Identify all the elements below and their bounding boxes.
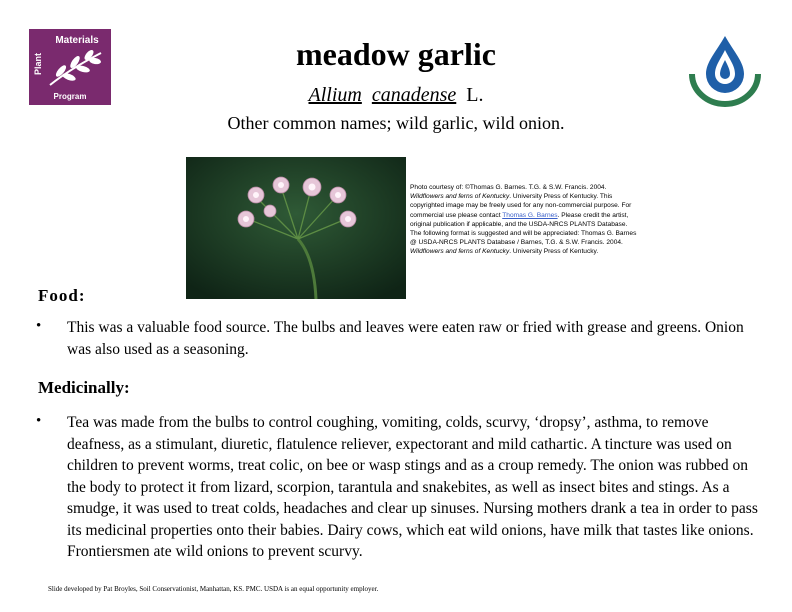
food-bullet: • (36, 318, 42, 334)
credit-book-title: Wildflowers and ferns of Kentucky (410, 193, 510, 201)
logo-line-3: Program (53, 92, 87, 101)
medicinally-text: Tea was made from the bulbs to control coughing, vomiting, colds, scurvy, ‘dropsy’, asthma, to remove deafness, as a stimulant, diuretic, flatulence reliever, expectorant and mild cathartic. A tincture was used on children to prevent worms, treat colic, on bee or wasp stings and as a croup remedy. The onion was rubbed on the body to protect it from lizard, scorpion, tarantula and snakebites, as well as insect bites and stings. As a smudge, it was used to treat colds, headaches and clear up sinuses. Nursing mothers drank a tea in order to pass its medicinal properties onto their babies. Dairy cows, which eat wild onions, have milk that tastes like onions. Frontiersmen ate wild onions to prevent scurvy. (67, 414, 758, 560)
medicinally-heading: Medicinally: (38, 378, 130, 397)
page-title: meadow garlic (296, 36, 496, 72)
species: canadense (371, 84, 457, 106)
logo-line-1: Materials (55, 35, 99, 46)
food-heading: Food: (38, 286, 86, 305)
scientific-name (0, 84, 792, 107)
credit-text-4: . University Press of Kentucky. (509, 248, 599, 256)
medicinally-bullet: • (36, 413, 42, 429)
common-names: Other common names; wild garlic, wild onion. (227, 113, 565, 133)
plant-photo (186, 157, 406, 299)
photo-credit (410, 183, 640, 257)
food-text: This was a valuable food source. The bulbs and leaves were eaten raw or fried with grease and greens. Onion was also used as a seasoning. (67, 319, 744, 358)
author: L. (466, 84, 484, 106)
credit-text-2: . University Press of Kentucky. This copyrighted image may be freely used for any non-commercial purpose. For commercial use please contact (410, 193, 632, 219)
genus: Allium (308, 84, 362, 106)
credit-text-3: . Please credit the artist, original publication if applicable, and the USDA-NRCS PLANTS Database. The following format is suggested and will be appreciated: Thomas G. Barnes @ USDA-NRCS PLANTS Database / Barnes, T.G. & S.W. Francis. 2004. (410, 211, 637, 247)
footer-note: Slide developed by Pat Broyles, Soil Conservationist, Manhattan, KS. PMC. USDA is an equal opportunity employer. (48, 585, 379, 593)
credit-contact-link[interactable]: Thomas G. Barnes (502, 211, 558, 219)
logo-line-2: Plant (33, 53, 43, 76)
credit-book-title-2: Wildflowers and ferns of Kentucky (410, 248, 510, 256)
credit-text-1: Photo courtesy of: ©Thomas G. Barnes. T.G. & S.W. Francis. 2004. (410, 184, 607, 191)
